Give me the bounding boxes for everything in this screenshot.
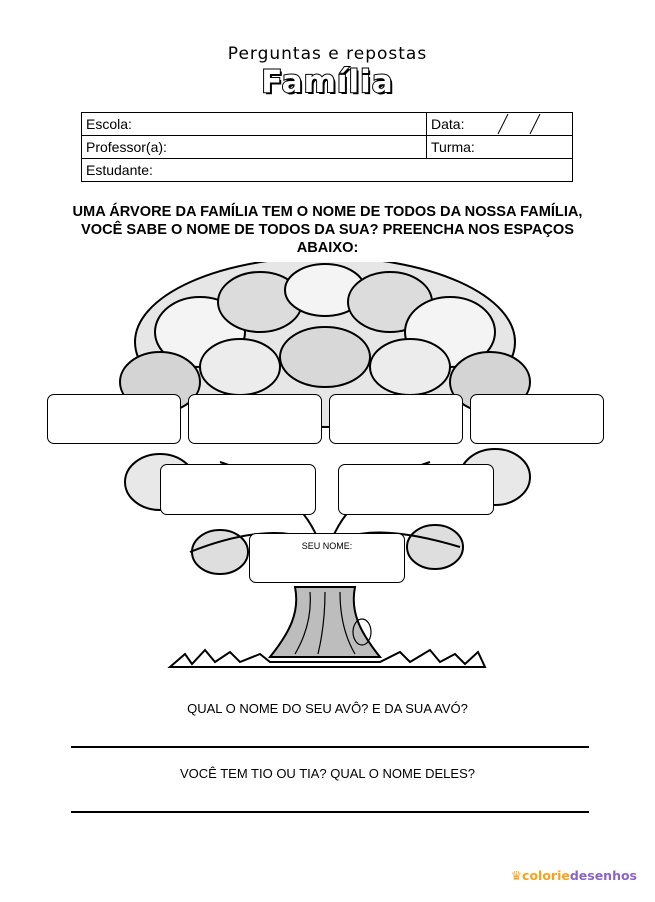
question-uncles-aunts: VOCÊ TEM TIO OU TIA? QUAL O NOME DELES? bbox=[180, 766, 475, 781]
name-box-great-grandparent-3[interactable] bbox=[329, 394, 463, 444]
name-box-your-name[interactable] bbox=[249, 533, 405, 583]
date-slashes-icon bbox=[495, 112, 545, 136]
teacher-field[interactable]: Professor(a): bbox=[82, 136, 427, 159]
date-field[interactable]: Data: bbox=[427, 113, 573, 136]
answer-line-2[interactable] bbox=[71, 811, 589, 813]
class-field[interactable]: Turma: bbox=[427, 136, 573, 159]
student-field[interactable]: Estudante: bbox=[82, 159, 573, 182]
name-box-parent-1[interactable] bbox=[160, 464, 316, 515]
name-box-parent-2[interactable] bbox=[338, 464, 494, 515]
site-logo: ♛coloriedesenhos bbox=[510, 868, 637, 883]
answer-line-1[interactable] bbox=[71, 746, 589, 748]
crown-icon: ♛ bbox=[510, 868, 523, 883]
name-box-great-grandparent-4[interactable] bbox=[470, 394, 604, 444]
question-grandparents: QUAL O NOME DO SEU AVÔ? E DA SUA AVÓ? bbox=[187, 701, 468, 716]
school-field[interactable]: Escola: bbox=[82, 113, 427, 136]
instructions-text: UMA ÁRVORE DA FAMÍLIA TEM O NOME DE TODOS DA NOSSA FAMÍLIA, VOCÊ SABE O NOME DE TODOS DA SUA? PREENCHA NOS ESPAÇOS ABAIXO: bbox=[72, 204, 583, 256]
your-name-label: SEU NOME: bbox=[301, 541, 353, 551]
name-box-great-grandparent-1[interactable] bbox=[47, 394, 181, 444]
worksheet-subtitle: Perguntas e repostas bbox=[227, 44, 428, 64]
worksheet-title: Família bbox=[261, 64, 394, 100]
name-box-great-grandparent-2[interactable] bbox=[188, 394, 322, 444]
